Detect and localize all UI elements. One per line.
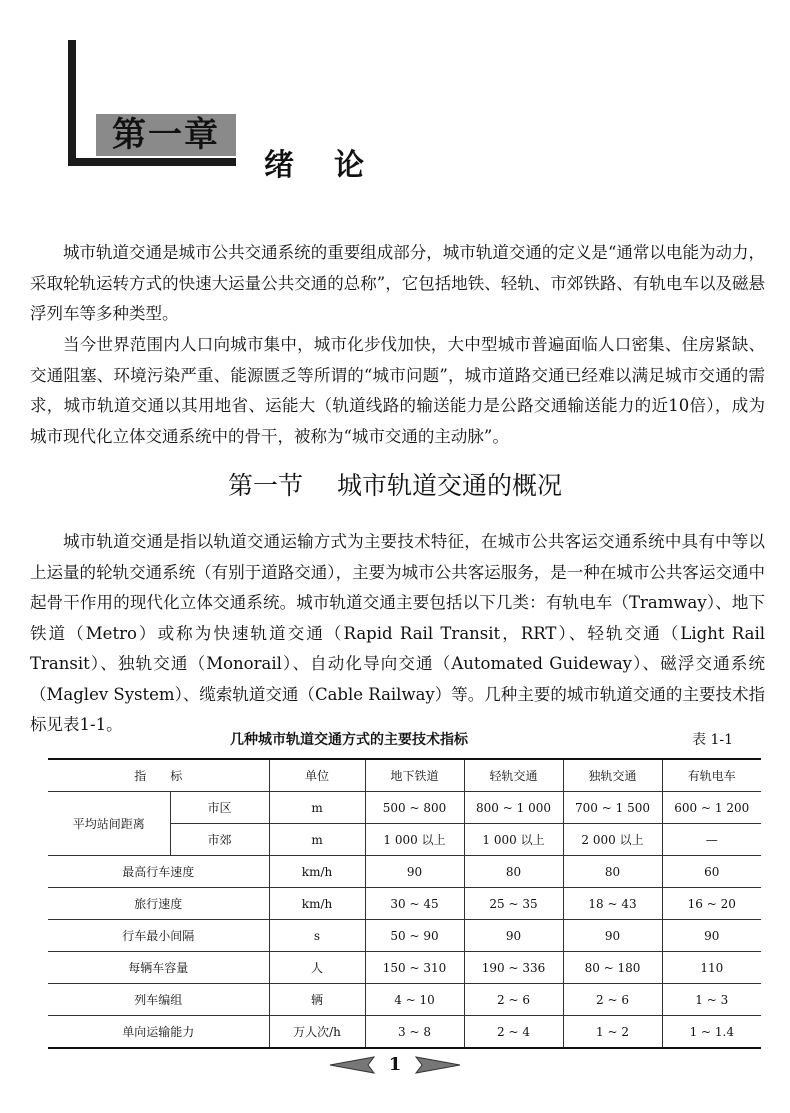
chapter-heading-bar-horizontal [68, 158, 236, 166]
page-number: 1 [388, 1054, 402, 1075]
table-number: 表 1-1 [692, 732, 733, 748]
cell-value: 18 ~ 43 [563, 888, 662, 920]
left-arrow-icon [328, 1056, 376, 1074]
cell-value: 80 ~ 180 [563, 952, 662, 984]
cell-value: 80 [464, 856, 563, 888]
row-unit: km/h [269, 888, 365, 920]
cell-value: 600 ~ 1 200 [662, 792, 761, 824]
row-unit: 人 [269, 952, 365, 984]
cell-value: 16 ~ 20 [662, 888, 761, 920]
header-indicator: 指 标 [48, 759, 269, 792]
row-label: 最高行车速度 [48, 856, 269, 888]
cell-value: 1 ~ 1.4 [662, 1016, 761, 1049]
intro-paragraph-2: 当今世界范围内人口向城市集中，城市化步伐加快，大中型城市普遍面临人口密集、住房紧缺、交通阻塞、环境污染严重、能源匮乏等所谓的“城市问题”，城市道路交通已经难以满足城市交通的需求，城市轨道交通以其用地省、运能大（轨道线路的输送能力是公路交通输送能力的近10倍），成为城市现代化立体交通系统中的骨干，被称为“城市交通的主动脉”。 [30, 335, 765, 446]
row-unit: km/h [269, 856, 365, 888]
spec-table [48, 758, 761, 1049]
row-unit: s [269, 920, 365, 952]
cell-value: 90 [365, 856, 464, 888]
cell-value: 1 000 以上 [464, 824, 563, 856]
cell-value: 2 ~ 6 [563, 984, 662, 1016]
cell-value: 700 ~ 1 500 [563, 792, 662, 824]
cell-value: 3 ~ 8 [365, 1016, 464, 1049]
header-unit: 单位 [269, 759, 365, 792]
cell-value: 2 ~ 6 [464, 984, 563, 1016]
table-row [48, 952, 761, 984]
header-metro: 地下铁道 [365, 759, 464, 792]
section-heading [0, 466, 790, 502]
cell-value: 1 ~ 3 [662, 984, 761, 1016]
cell-value: 4 ~ 10 [365, 984, 464, 1016]
cell-value: 60 [662, 856, 761, 888]
table-row [48, 888, 761, 920]
cell-value: 80 [563, 856, 662, 888]
row-label: 行车最小间隔 [48, 920, 269, 952]
header-tram: 有轨电车 [662, 759, 761, 792]
cell-value: 50 ~ 90 [365, 920, 464, 952]
cell-value: 1 ~ 2 [563, 1016, 662, 1049]
cell-value: 2 ~ 4 [464, 1016, 563, 1049]
cell-value: 30 ~ 45 [365, 888, 464, 920]
cell-value: 90 [563, 920, 662, 952]
table-header-row [48, 759, 761, 792]
row-sublabel: 市郊 [170, 824, 269, 856]
row-label: 每辆车容量 [48, 952, 269, 984]
cell-value: 90 [464, 920, 563, 952]
cell-value: 110 [662, 952, 761, 984]
row-label: 单向运输能力 [48, 1016, 269, 1049]
chapter-heading-bar-vertical [68, 40, 76, 166]
cell-value: 800 ~ 1 000 [464, 792, 563, 824]
table-row [48, 920, 761, 952]
row-unit: m [269, 824, 365, 856]
cell-value: 150 ~ 310 [365, 952, 464, 984]
chapter-label: 第一章 [96, 114, 236, 156]
cell-value: 25 ~ 35 [464, 888, 563, 920]
row-sublabel: 市区 [170, 792, 269, 824]
cell-value: 190 ~ 336 [464, 952, 563, 984]
row-unit: m [269, 792, 365, 824]
table-row [48, 1016, 761, 1049]
cell-value: 1 000 以上 [365, 824, 464, 856]
row-label: 旅行速度 [48, 888, 269, 920]
section-number: 第一节 [227, 471, 303, 500]
cell-value: 2 000 以上 [563, 824, 662, 856]
table-row [48, 856, 761, 888]
section-title: 城市轨道交通的概况 [337, 471, 563, 500]
intro-paragraph-1: 城市轨道交通是城市公共交通系统的重要组成部分，城市轨道交通的定义是“通常以电能为动力，采取轮轨运转方式的快速大运量公共交通的总称”，它包括地铁、轻轨、市郊铁路、有轨电车以及磁悬浮列车等多种类型。 [30, 243, 765, 323]
page-footer [0, 1054, 790, 1075]
cell-value: 90 [662, 920, 761, 952]
table-row [48, 792, 761, 824]
section-paragraph: 城市轨道交通是指以轨道交通运输方式为主要技术特征，在城市公共客运交通系统中具有中等以上运量的轮轨交通系统（有别于道路交通），主要为城市公共客运服务，是一种在城市公共客运交通中起骨干作用的现代化立体交通系统。城市轨道交通主要包括以下几类：有轨电车（Tramway）、地下铁道（Metro）或称为快速轨道交通（Rapid Rail Transit，RRT）、轻轨交通（Light Rail Transit）、独轨交通（Monorail）、自动化导向交通（Automated Guideway）、磁浮交通系统（Maglev System）、缆索轨道交通（Cable Railway）等。几种主要的城市轨道交通的主要技术指标见表1-1。 [30, 532, 765, 734]
row-unit: 万人次/h [269, 1016, 365, 1049]
cell-value: — [662, 824, 761, 856]
row-unit: 辆 [269, 984, 365, 1016]
chapter-title: 绪论 [264, 148, 404, 183]
row-label: 平均站间距离 [48, 792, 170, 856]
table-caption: 几种城市轨道交通方式的主要技术指标 [230, 732, 468, 748]
header-monorail: 独轨交通 [563, 759, 662, 792]
table-row [48, 984, 761, 1016]
row-label: 列车编组 [48, 984, 269, 1016]
cell-value: 500 ~ 800 [365, 792, 464, 824]
right-arrow-icon [414, 1056, 462, 1074]
header-light-rail: 轻轨交通 [464, 759, 563, 792]
